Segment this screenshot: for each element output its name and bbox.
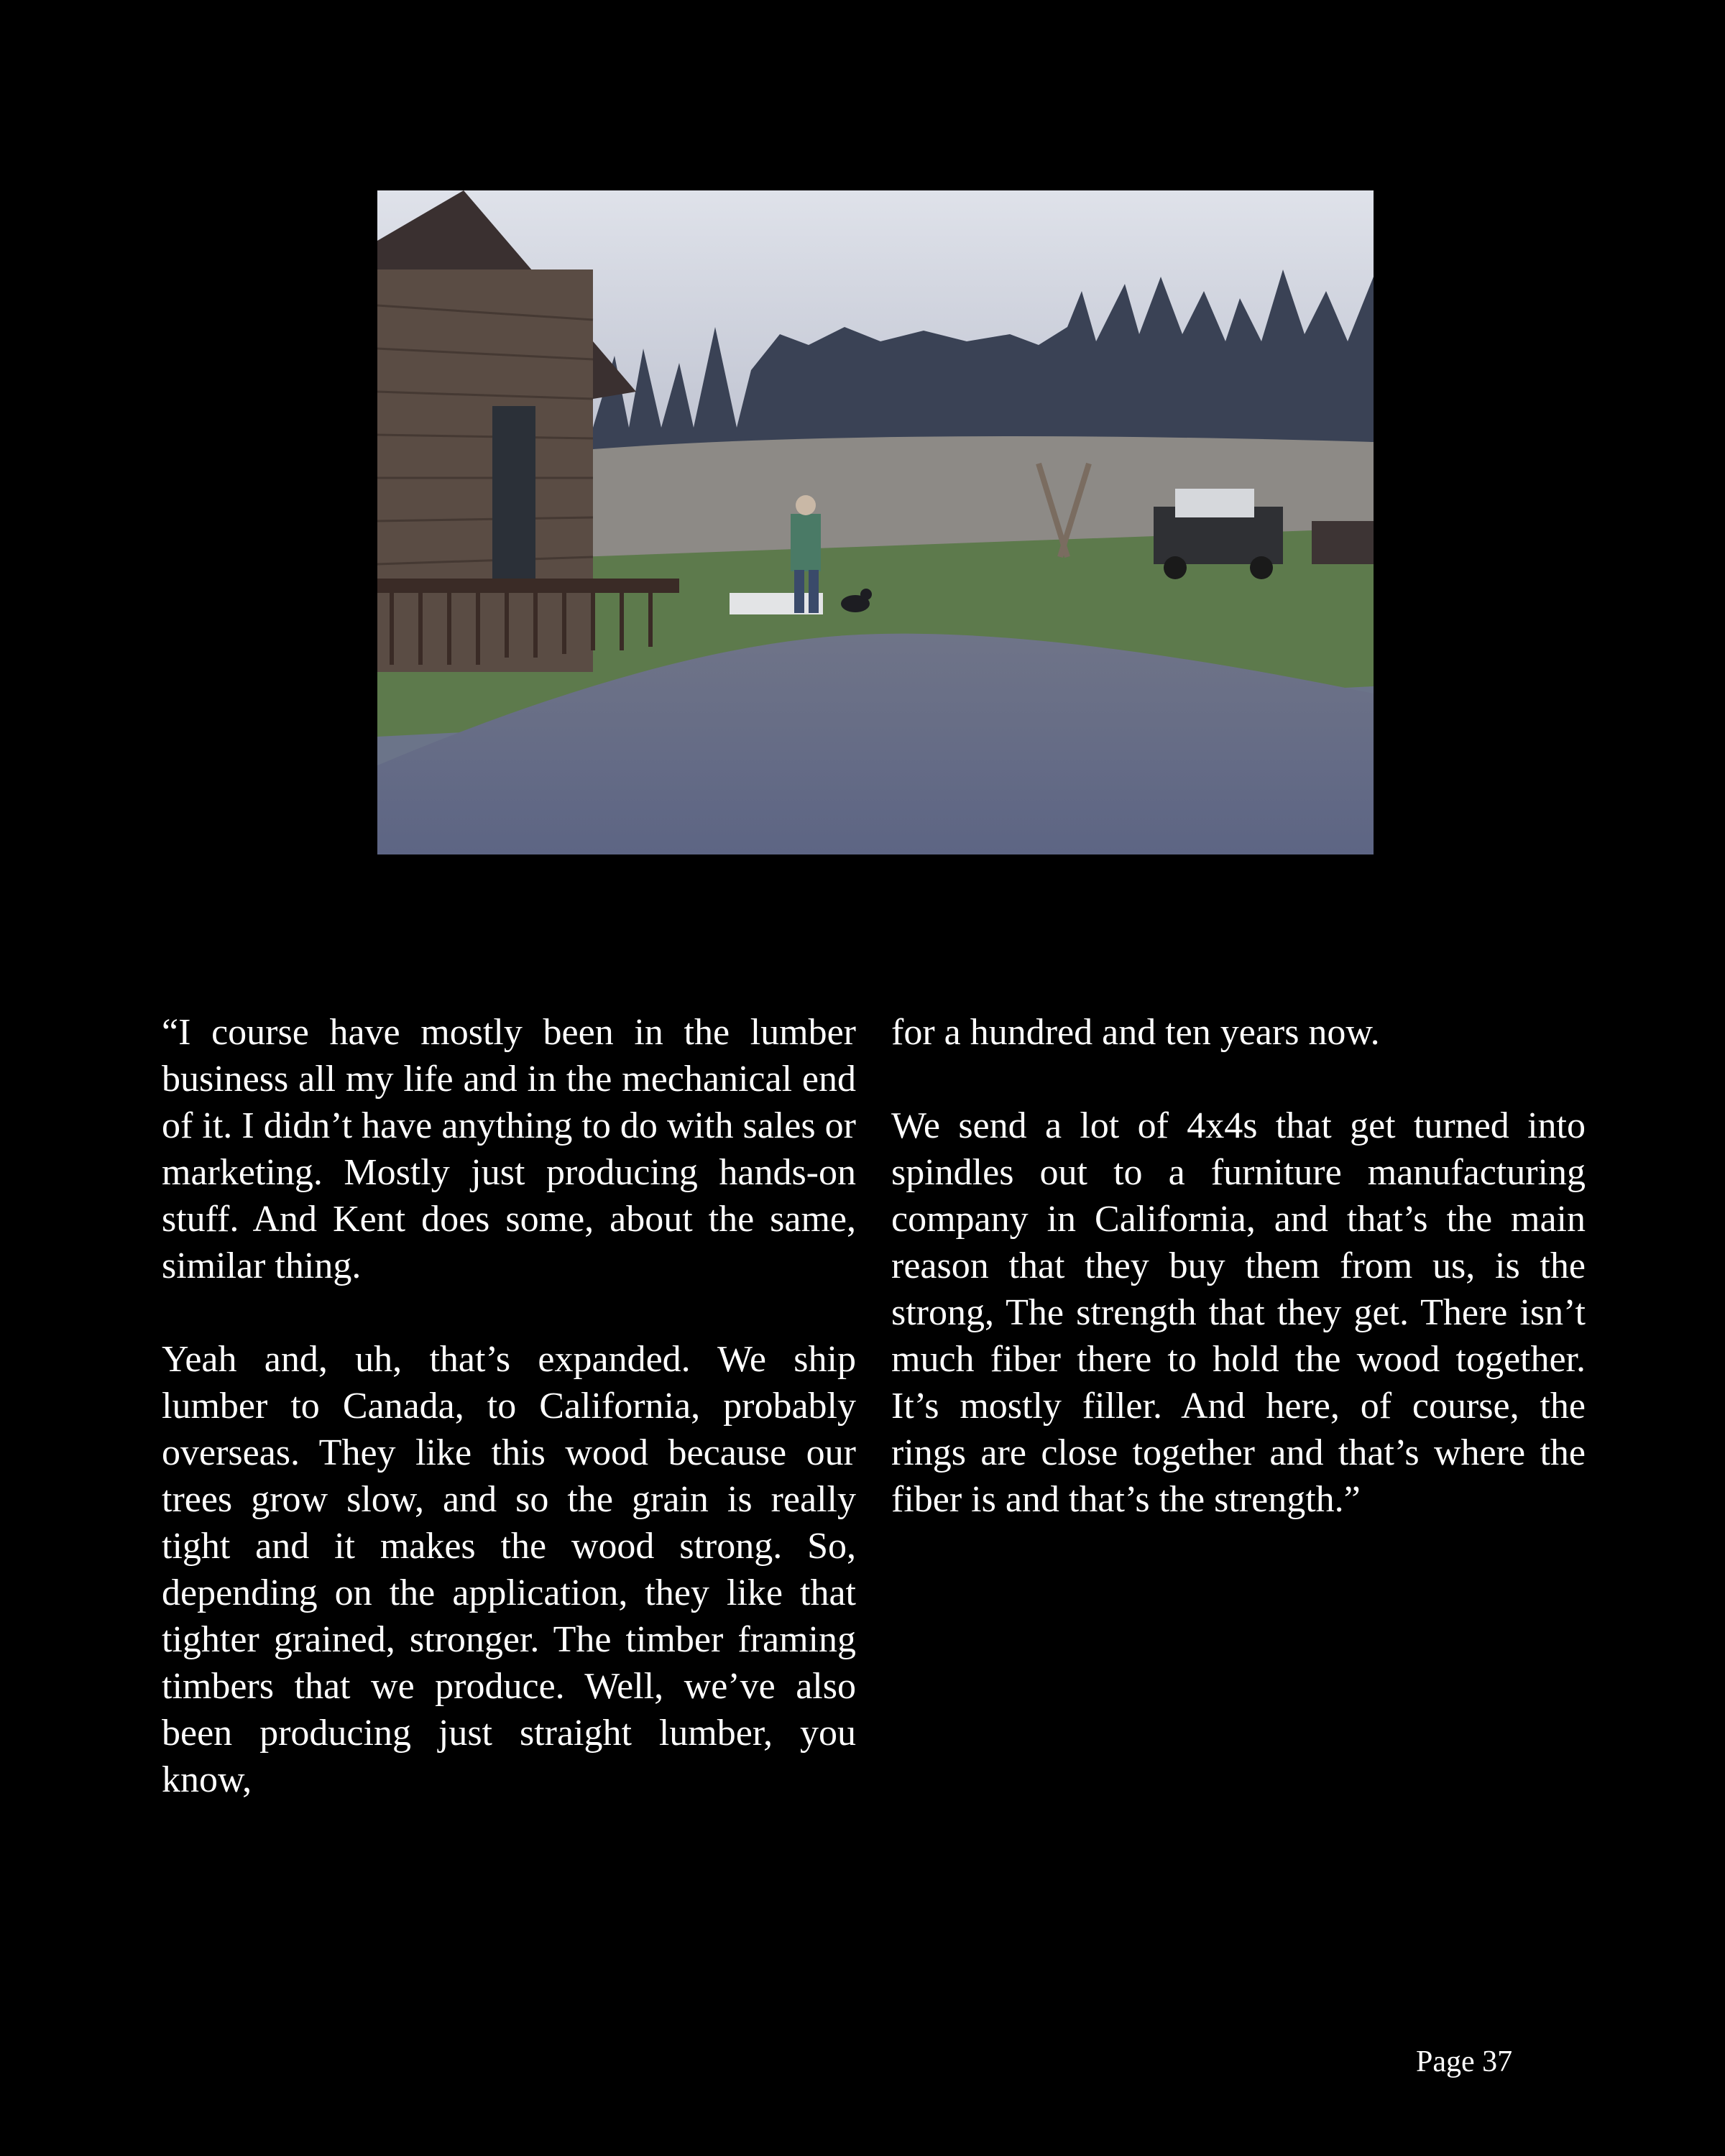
text-column-left bbox=[162, 1009, 856, 1803]
paragraph: Yeah and, uh, that’s expanded. We ship lumber to Canada, to California, probably overseas. They like this wood because our trees grow slow, and so the grain is really tight and it makes the wood strong. So, depending on the application, they like that tighter grained, stronger. The timber framing timbers that we produce. Well, we’ve also been producing just straight lumber, you know, bbox=[162, 1339, 856, 1800]
paragraph: for a hundred and ten years now. bbox=[891, 1012, 1380, 1053]
paragraph: “I course have mostly been in the lumber business all my life and in the mechanical end of it. I didn’t have anything to do with sales or marketing. Mostly just producing hands-on stuff. And Kent does some, about the same, similar thing. bbox=[162, 1012, 856, 1286]
paragraph: We send a lot of 4x4s that get turned into spindles out to a furniture manufacturing company in California, and that’s the main reason that they buy them from us, is the strong, The strength that they get. There isn’t much fiber there to hold the wood together. It’s mostly filler. And here, of course, the rings are close together and that’s where the fiber is and that’s the strength.” bbox=[891, 1105, 1586, 1520]
text-column-right bbox=[891, 1009, 1586, 1523]
farm-photo bbox=[377, 190, 1374, 854]
page-number: Page 37 bbox=[1416, 2045, 1513, 2078]
